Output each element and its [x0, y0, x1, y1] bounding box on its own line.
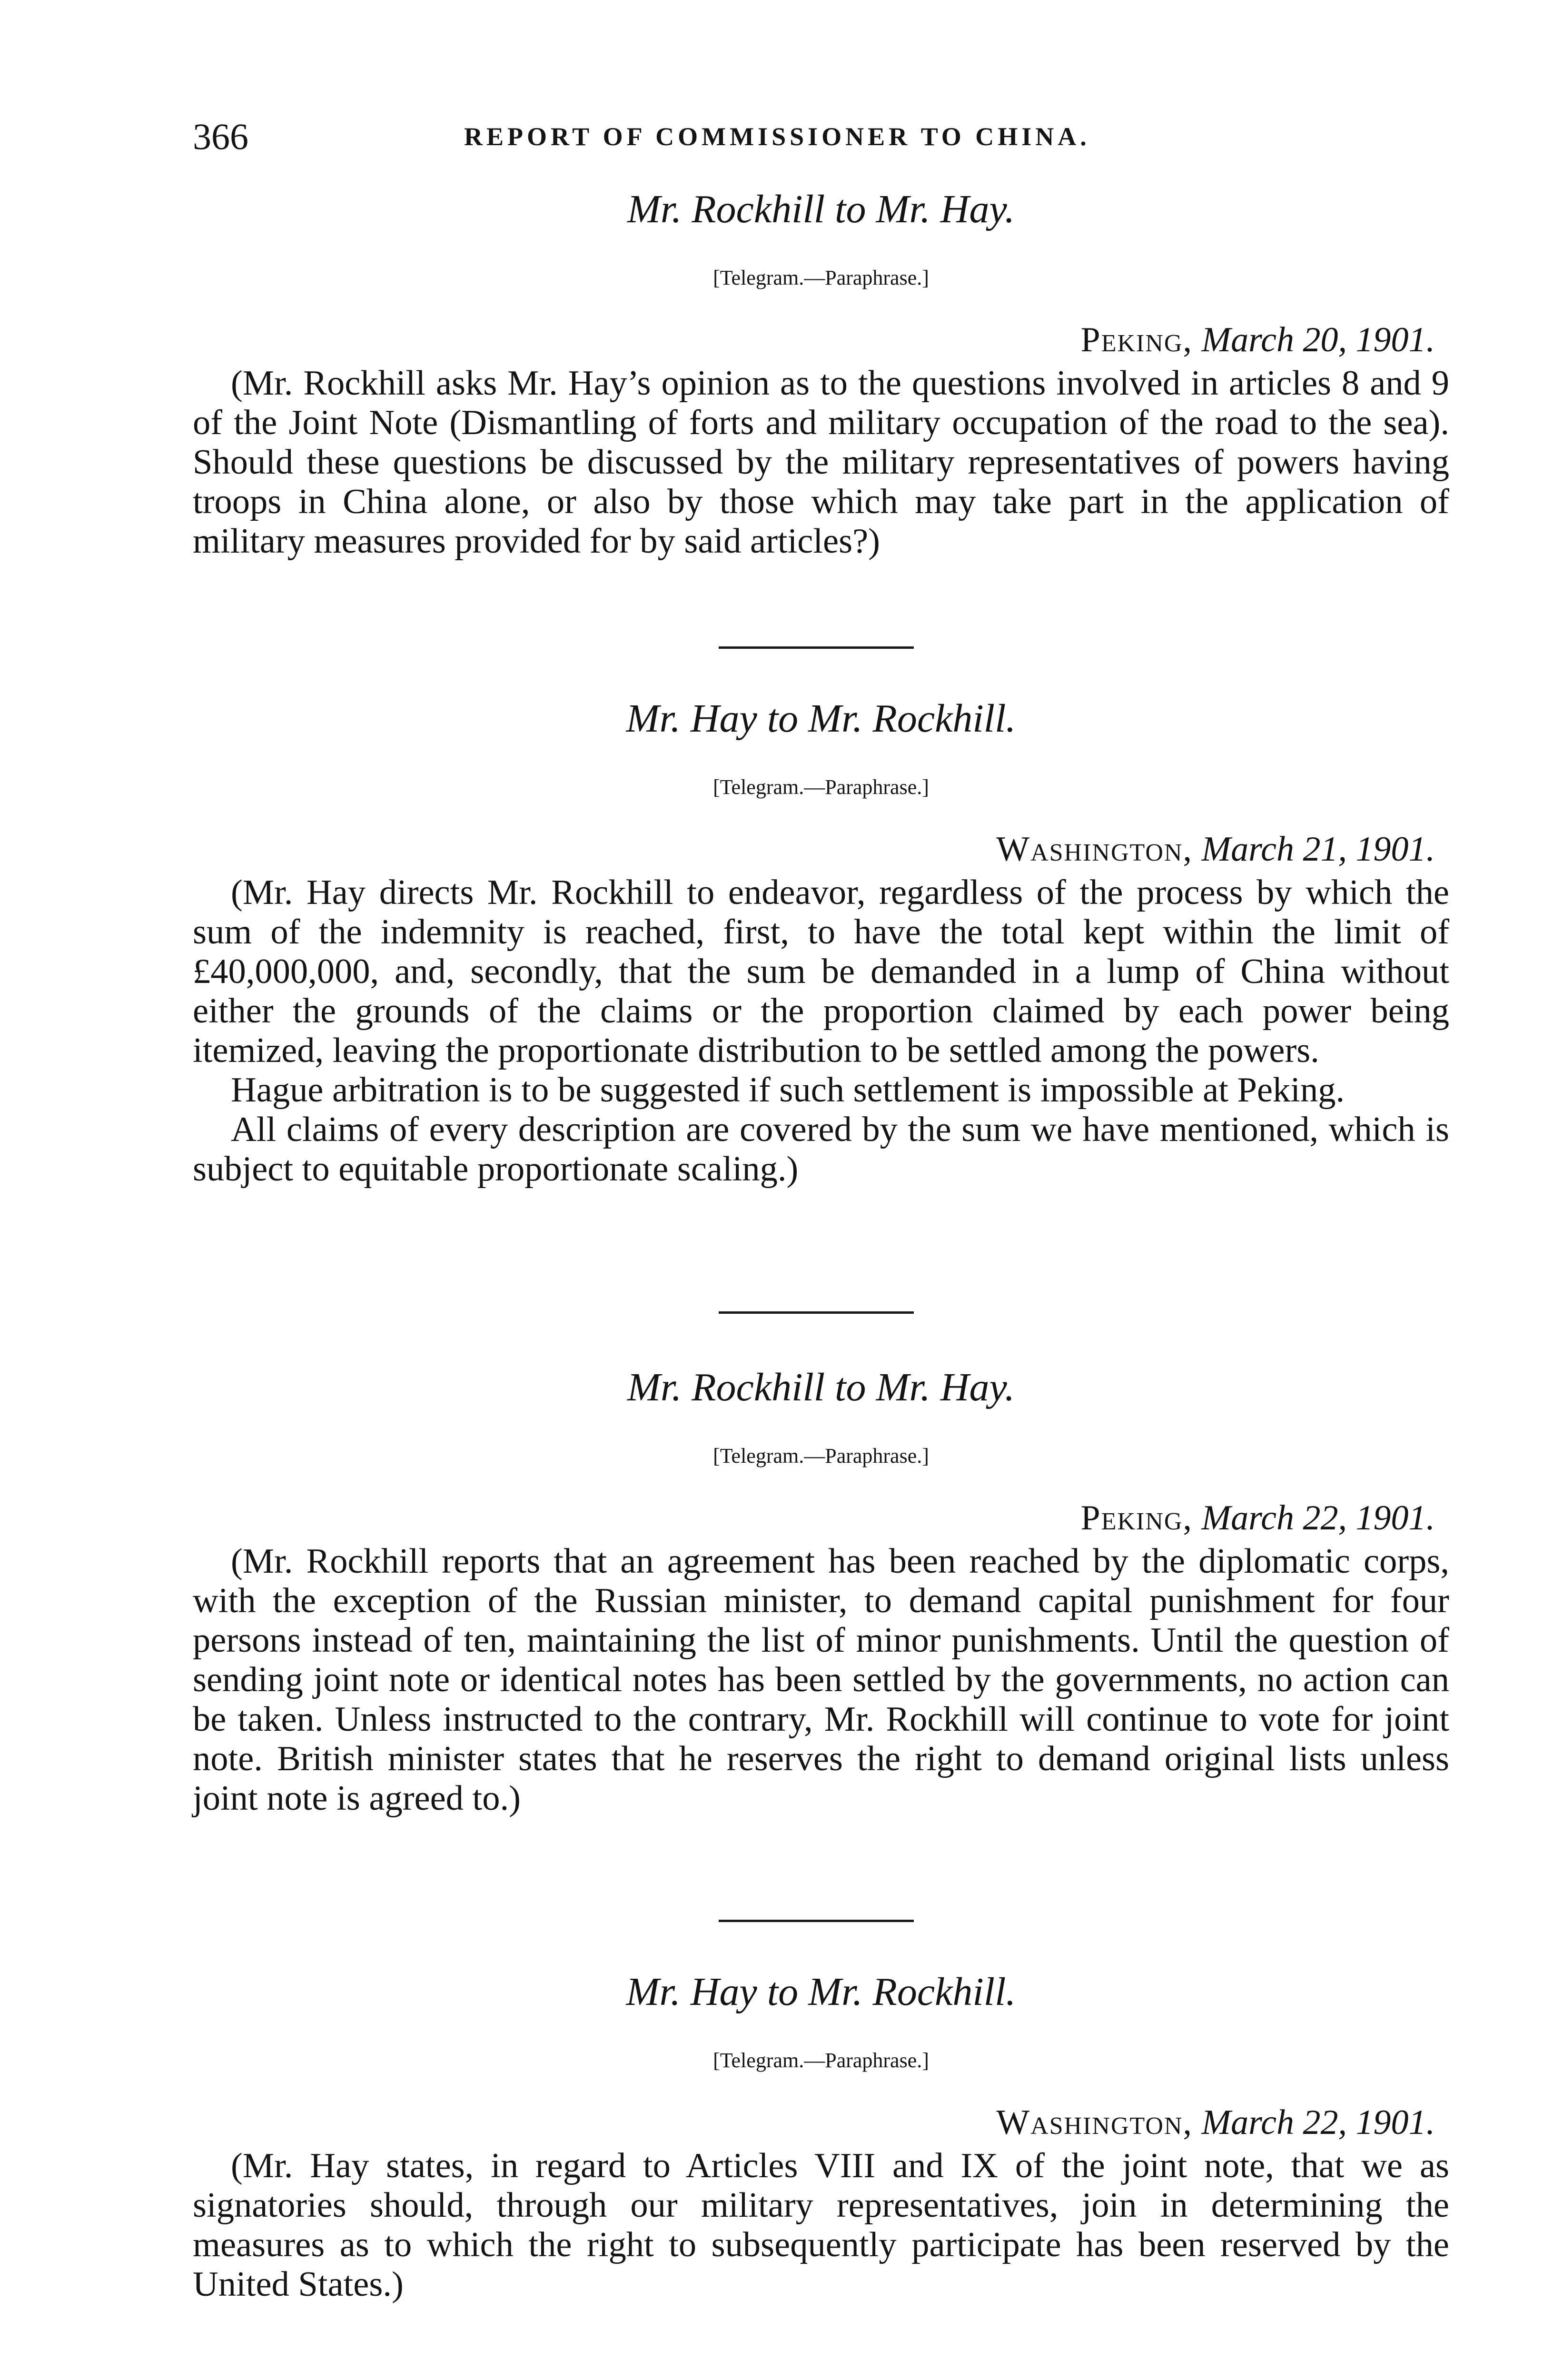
letter-dateline [193, 2099, 1449, 2146]
letter-subtitle: [Telegram.—Paraphrase.] [713, 2049, 929, 2072]
section-divider [719, 1920, 914, 1922]
dateline-place: Peking, [1080, 320, 1193, 359]
letter-title: Mr. Rockhill to Mr. Hay. [627, 1365, 1015, 1409]
dateline-date: March 22, 1901. [1201, 1498, 1435, 1537]
section-divider [719, 1311, 914, 1314]
letter-body [193, 364, 1449, 561]
letter-hay-to-rockhill-march-21 [193, 690, 1449, 1189]
letter-title: Mr. Hay to Mr. Rockhill. [626, 1970, 1016, 2014]
letter-subtitle: [Telegram.—Paraphrase.] [713, 266, 929, 289]
letter-body [193, 873, 1449, 1189]
paragraph: (Mr. Rockhill asks Mr. Hay’s opinion as to the questions involved in articles 8 and 9 of the Joint Note (Dismantling of forts and military occupation of the road to the sea). Should these questions be discussed by the military representatives of powers having troops in China alone, or also by those which may take part in the application of military measures provided for by said articles?) [193, 364, 1449, 561]
dateline-place: Washington, [996, 2103, 1193, 2142]
letter-dateline [193, 825, 1449, 873]
section-divider [719, 646, 914, 649]
letter-title: Mr. Rockhill to Mr. Hay. [627, 187, 1015, 231]
letter-dateline [193, 1494, 1449, 1542]
letter-subtitle: [Telegram.—Paraphrase.] [713, 775, 929, 799]
dateline-date: March 20, 1901. [1201, 320, 1435, 359]
dateline-place: Peking, [1080, 1498, 1193, 1537]
letter-hay-to-rockhill-march-22 [193, 1964, 1449, 2304]
letter-body [193, 1542, 1449, 1818]
paragraph: Hague arbitration is to be suggested if such settlement is impossible at Peking. [231, 1071, 1345, 1110]
letter-body [193, 2146, 1449, 2304]
paragraph: All claims of every description are covered by the sum we have mentioned, which is subject to equitable proportionate scaling.) [193, 1110, 1449, 1189]
paragraph: (Mr. Rockhill reports that an agreement has been reached by the diplomatic corps, with the exception of the Russian minister, to demand capital punishment for four persons instead of ten, maintaining the list of minor punishments. Until the question of sending joint note or identical notes has been settled by the governments, no action can be taken. Unless instructed to the contrary, Mr. Rockhill will continue to vote for joint note. British minister states that he reserves the right to demand original lists unless joint note is agreed to.) [193, 1542, 1449, 1818]
dateline-place: Washington, [996, 830, 1193, 869]
dateline-date: March 22, 1901. [1201, 2103, 1435, 2142]
letter-title: Mr. Hay to Mr. Rockhill. [626, 696, 1016, 741]
page-number: 366 [193, 116, 248, 157]
running-head: REPORT OF COMMISSIONER TO CHINA. [464, 122, 1090, 151]
paragraph: (Mr. Hay directs Mr. Rockhill to endeavor, regardless of the process by which the sum of the indemnity is reached, first, to have the total kept within the limit of £40,000,000, and, secondly, that the sum be demanded in a lump of China without either the grounds of the claims or the proportion claimed by each power being itemized, leaving the proportionate distribution to be settled among the powers. [193, 873, 1449, 1070]
paragraph: (Mr. Hay states, in regard to Articles VIII and IX of the joint note, that we as signatories should, through our military representatives, join in determining the measures as to which the right to subsequently participate has been reserved by the United States.) [193, 2146, 1449, 2304]
letter-subtitle: [Telegram.—Paraphrase.] [713, 1444, 929, 1468]
letter-rockhill-to-hay-march-20 [193, 181, 1449, 561]
letter-rockhill-to-hay-march-22 [193, 1359, 1449, 1818]
page-header [193, 110, 1449, 163]
dateline-date: March 21, 1901. [1201, 830, 1435, 869]
letter-dateline [193, 316, 1449, 364]
